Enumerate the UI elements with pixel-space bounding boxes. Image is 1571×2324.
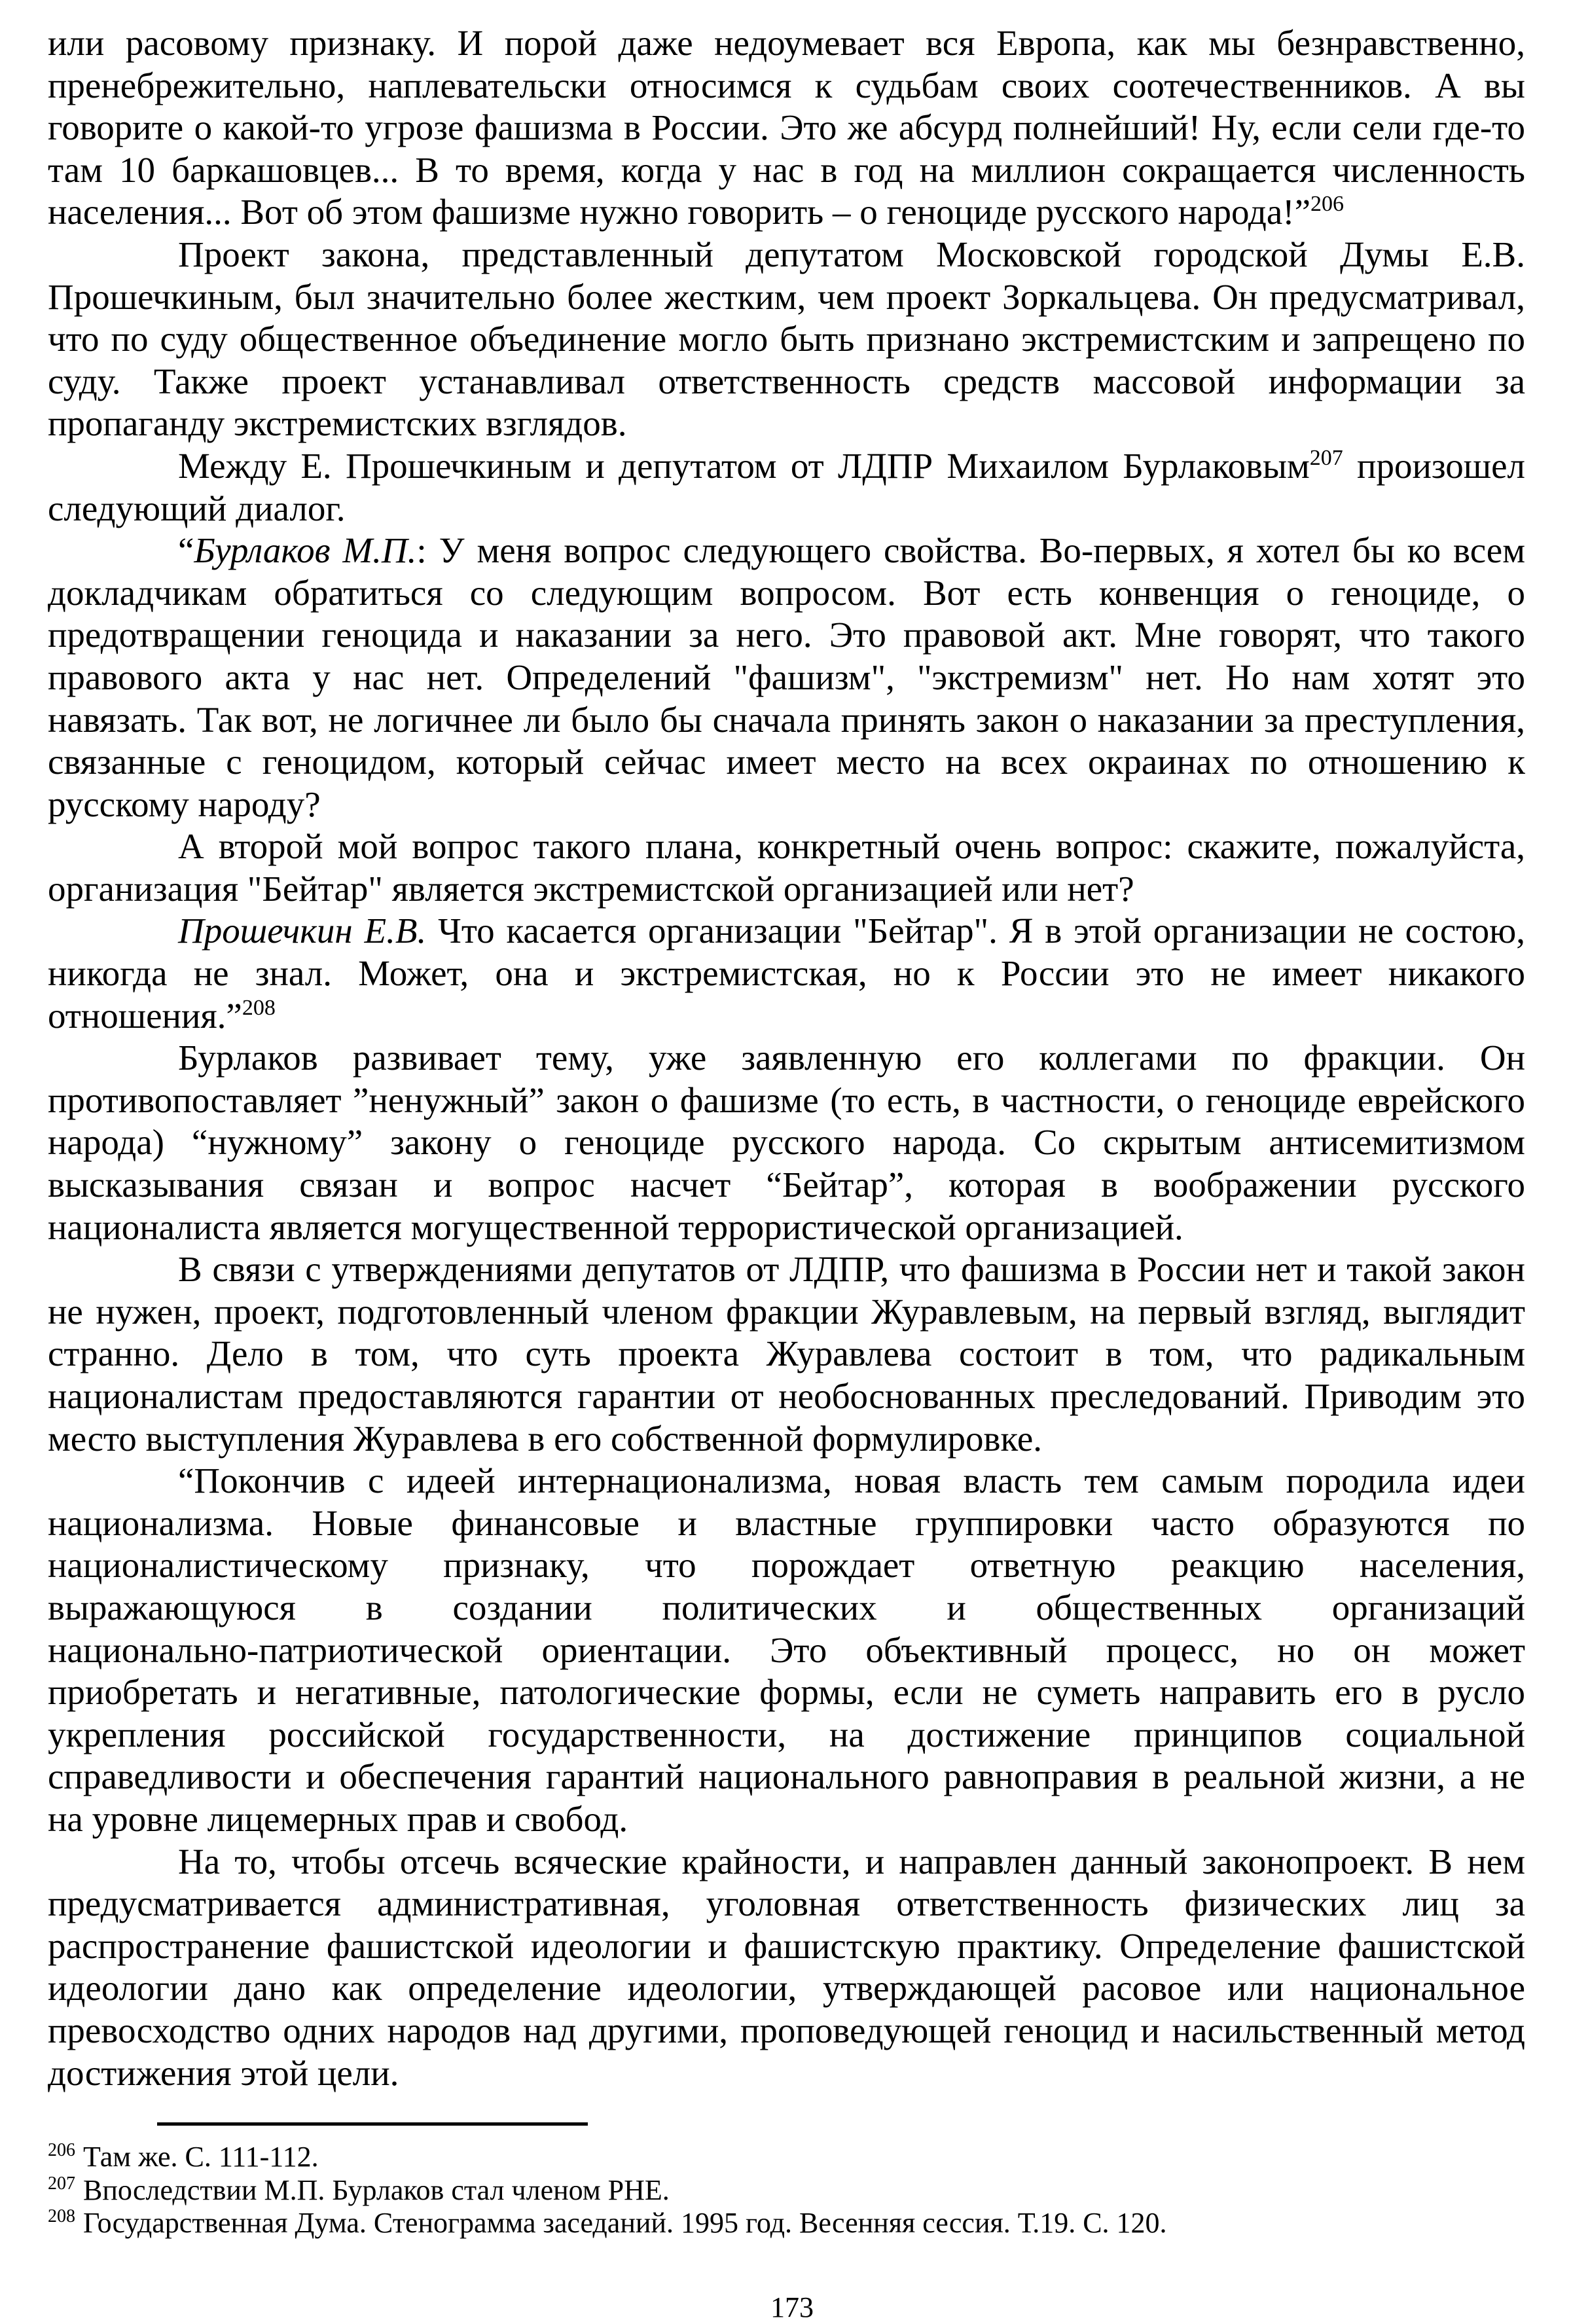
text-line (48, 1248, 1525, 1291)
text-run: предотвращении геноцида и наказании за него. Это правовой акт. Мне говорят, что такого (48, 615, 1525, 655)
text-run: На то, чтобы отсечь всяческие крайности, и направлен данный законопроект. В нем (178, 1841, 1525, 1881)
text-line (48, 1798, 1525, 1841)
text-run: Проект закона, представленный депутатом Московской городской Думы Е.В. (178, 234, 1525, 274)
text-run: говорите о какой-то угрозе фашизма в России. Это же абсурд полнейший! Ну, если сели где-то (48, 107, 1525, 148)
text-line (48, 1037, 1525, 1080)
text-run: докладчикам обратиться со следующим вопросом. Вот есть конвенция о геноциде, о (48, 572, 1525, 613)
text-line (48, 65, 1525, 107)
text-line (48, 1080, 1525, 1122)
text-run: никогда не знал. Может, она и экстремистская, но к России это не имеет никакого (48, 953, 1525, 994)
text-run: “Покончив с идеей интернационализма, новая власть тем самым породила идеи (178, 1461, 1525, 1501)
text-line (48, 699, 1525, 742)
footnote-207 (48, 2174, 1525, 2207)
text-run: справедливости и обеспечения гарантий национального равноправия в реальной жизни, а не (48, 1756, 1525, 1797)
footnote-reference: 206 (1310, 192, 1345, 217)
text-line (48, 784, 1525, 826)
text-line (48, 1714, 1525, 1756)
text-run: отношения.” (48, 995, 242, 1036)
footnote-reference: 208 (242, 995, 276, 1020)
text-line (48, 1502, 1525, 1545)
text-run: организация "Бейтар" является экстремистской организацией или нет? (48, 868, 1134, 909)
text-run: приобретать и негативные, патологические формы, если не суметь направить его в русло (48, 1672, 1525, 1713)
text-line (48, 445, 1525, 488)
text-run: навязать. Так вот, не логичнее ли было бы сначала принять закон о наказании за преступления, (48, 699, 1525, 740)
text-run: Прошечкиным, был значительно более жестким, чем проект Зоркальцева. Он предусматривал, (48, 276, 1525, 317)
text-line (48, 868, 1525, 911)
footnote-number: 206 (48, 2140, 75, 2160)
text-run: там 10 баркашовцев... В то время, когда у нас в год на миллион сокращается численность (48, 149, 1525, 190)
text-line (48, 1883, 1525, 1925)
text-line (48, 657, 1525, 699)
text-run: “ (178, 530, 194, 571)
speaker-name: Бурлаков М.П. (194, 530, 417, 571)
text-run: место выступления Журавлева в его собственной формулировке. (48, 1418, 1042, 1459)
text-line (48, 953, 1525, 995)
speaker-name: Прошечкин Е.В. (178, 911, 427, 951)
text-line (48, 403, 1525, 445)
text-run: укрепления российской государственности, на достижение принципов социальной (48, 1714, 1525, 1754)
text-run: на уровне лицемерных прав и свобод. (48, 1798, 628, 1839)
text-run: Бурлаков развивает тему, уже заявленную его коллегами по фракции. Он (178, 1038, 1525, 1078)
text-run: суду. Также проект устанавливал ответственность средств массовой информации за (48, 361, 1525, 401)
text-run: распространение фашистской идеологии и фашистскую практику. Определение фашистской (48, 1925, 1525, 1966)
text-run: что по суду общественное объединение могло быть признано экстремистским и запрещено по (48, 319, 1525, 359)
body-text (48, 22, 1525, 2094)
footnote-separator (157, 2122, 588, 2126)
text-line (48, 1756, 1525, 1798)
text-line (48, 276, 1525, 319)
text-run: странно. Дело в том, что суть проекта Журавлева состоит в том, что радикальным (48, 1334, 1525, 1374)
text-line (48, 1841, 1525, 1883)
text-line (48, 910, 1525, 953)
text-run: идеологии дано как определение идеологии, утверждающей расовое или национальное (48, 1968, 1525, 2008)
text-line (48, 1460, 1525, 1502)
text-line (48, 107, 1525, 149)
text-run: высказывания связан и вопрос насчет “Бейтар”, которая в воображении русского (48, 1165, 1525, 1205)
text-run: пропаганду экстремистских взглядов. (48, 403, 627, 444)
footnote-text: Государственная Дума. Стенограмма заседаний. 1995 год. Весенняя сессия. Т.19. С. 120. (83, 2207, 1167, 2239)
footnote-text: Там же. С. 111-112. (83, 2141, 319, 2173)
text-run: националистическому признаку, что порождает ответную реакцию населения, (48, 1545, 1525, 1586)
text-line (48, 318, 1525, 361)
text-run: противопоставляет ”ненужный” закон о фашизме (то есть, в частности, о геноциде еврейского (48, 1080, 1525, 1120)
text-run: : У меня вопрос следующего свойства. Во-первых, я хотел бы ко всем (416, 530, 1525, 571)
text-line (48, 1207, 1525, 1249)
text-line (48, 488, 1525, 530)
text-line (48, 1544, 1525, 1587)
text-run: не нужен, проект, подготовленный членом фракции Журавлевым, на первый взгляд, выглядит (48, 1291, 1525, 1332)
text-run: пренебрежительно, наплевательски относимся к судьбам своих соотечественников. А вы (48, 65, 1525, 105)
text-run: правового акта у нас нет. Определений "фашизм", "экстремизм" нет. Но нам хотят это (48, 657, 1525, 697)
footnotes (48, 2141, 1525, 2240)
text-line (48, 572, 1525, 615)
footnote-reference: 207 (1309, 445, 1343, 470)
text-line (48, 1629, 1525, 1672)
footnote-number: 208 (48, 2206, 75, 2226)
text-run: произошел (1343, 445, 1525, 486)
text-run: национализма. Новые финансовые и властные группировки часто образуются по (48, 1502, 1525, 1543)
text-run: или расовому признаку. И порой даже недоумевает вся Европа, как мы безнравственно, (48, 23, 1525, 63)
text-run: националиста является могущественной террористической организацией. (48, 1207, 1183, 1247)
text-line (48, 1671, 1525, 1714)
text-line (48, 22, 1525, 65)
text-line (48, 1925, 1525, 1968)
text-line (48, 1121, 1525, 1164)
text-run: националистам предоставляются гарантии от необоснованных преследований. Приводим это (48, 1376, 1525, 1416)
footnote-number: 207 (48, 2173, 75, 2194)
text-line (48, 361, 1525, 403)
text-run: А второй мой вопрос такого плана, конкретный очень вопрос: скажите, пожалуйста, (178, 826, 1525, 867)
text-run: предусматривается административная, уголовная ответственность физических лиц за (48, 1883, 1525, 1924)
text-run: достижения этой цели. (48, 2052, 399, 2093)
footnote-208 (48, 2207, 1525, 2240)
text-run: В связи с утверждениями депутатов от ЛДПР, что фашизма в России нет и такой закон (178, 1249, 1525, 1290)
text-line (48, 741, 1525, 784)
footnote-206 (48, 2141, 1525, 2174)
text-line (48, 234, 1525, 276)
text-line (48, 530, 1525, 572)
text-line (48, 149, 1525, 192)
text-line (48, 2010, 1525, 2052)
text-run: выражающуюся в создании политических и общественных организаций (48, 1587, 1525, 1627)
text-run: следующий диалог. (48, 488, 346, 528)
footnote-text: Впоследствии М.П. Бурлаков стал членом РНЕ. (83, 2173, 670, 2206)
text-run: связанные с геноцидом, который сейчас имеет место на всех окраинах по отношению к (48, 742, 1525, 782)
text-run: Что касается организации "Бейтар". Я в этой организации не состою, (426, 911, 1525, 951)
text-line (48, 1375, 1525, 1418)
text-line (48, 1967, 1525, 2010)
text-line (48, 614, 1525, 657)
text-run: Между Е. Прошечкиным и депутатом от ЛДПР Михаилом Бурлаковым (178, 445, 1310, 486)
text-line (48, 826, 1525, 868)
page-number: 173 (770, 2291, 814, 2323)
text-run: превосходство одних народов над другими, проповедующей геноцид и насильственный метод (48, 2010, 1525, 2050)
text-line (48, 1587, 1525, 1629)
text-line (48, 1333, 1525, 1375)
text-line (48, 2052, 1525, 2095)
text-line (48, 995, 1525, 1038)
text-run: населения... Вот об этом фашизме нужно говорить – о геноциде русского народа!” (48, 192, 1311, 232)
text-run: русскому народу? (48, 784, 321, 824)
text-line (48, 1418, 1525, 1461)
text-line (48, 1291, 1525, 1334)
text-line (48, 1164, 1525, 1207)
text-run: народа) “нужному” закону о геноциде русского народа. Со скрытым антисемитизмом (48, 1122, 1525, 1163)
text-run: национально-патриотической ориентации. Это объективный процесс, но он может (48, 1629, 1525, 1670)
text-line (48, 191, 1525, 234)
